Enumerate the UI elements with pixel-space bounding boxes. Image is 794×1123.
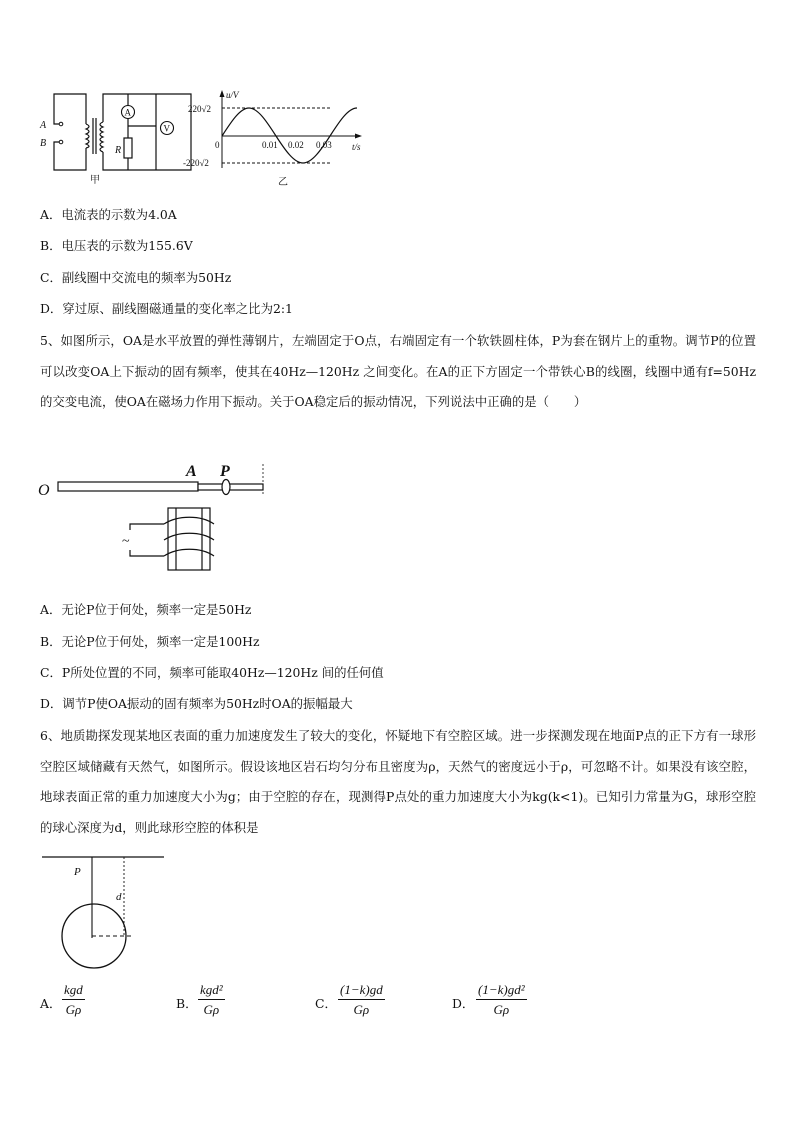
y-min-label: -220√2	[183, 158, 209, 168]
q6-option-d-formula	[476, 982, 527, 1018]
denominator: Gρ	[493, 1002, 510, 1017]
resistor-label: R	[115, 145, 122, 156]
q5-option-a: A．无论P位于何处，频率一定是50Hz	[40, 602, 252, 617]
q6-option-c-letter: C．	[315, 996, 337, 1011]
figure-jia-caption: 甲	[90, 175, 100, 186]
q6-option-b-formula	[198, 982, 225, 1018]
q5-stem: 5、如图所示，OA是水平放置的弹性薄钢片，左端固定于O点，右端固定有一个软铁圆柱体，P为套在钢片上的重物。调节P的位置可以改变OA上下振动的固有频率，使其在40Hz—120Hz 之间变化。在A的正下方固定一个带铁心B的线圈，线圈中通有f=50Hz 的交变电流，使OA在磁场力作用下振动。关于OA稳定后的振动情况，下列说法中正确的是（ ）	[40, 333, 756, 409]
q4-option-b: B．电压表的示数为155.6V	[40, 238, 193, 253]
y-max-label: 220√2	[188, 104, 211, 114]
denominator: Gρ	[353, 1002, 370, 1017]
x-tick-label: 0.03	[316, 140, 332, 150]
terminal-b-label: B	[40, 138, 47, 149]
q4-option-a: A．电流表的示数为4.0A	[40, 207, 177, 222]
vibrating-reed-figure	[36, 458, 276, 578]
point-a-label: A	[186, 463, 197, 480]
origin-label: 0	[215, 140, 220, 150]
numerator: (1−k)gd	[338, 982, 385, 1000]
depth-d-label: d	[116, 891, 122, 903]
figure-yi-caption: 乙	[278, 177, 288, 188]
point-p-label: P	[220, 463, 230, 480]
q6-stem: 6、地质勘探发现某地区表面的重力加速度发生了较大的变化，怀疑地下有空腔区域。进一步探测发现在地面P点的正下方有一球形空腔区域储藏有天然气，如图所示。假设该地区岩石均匀分布且密度为ρ，天然气的密度远小于ρ，可忽略不计。如果没有该空腔，地球表面正常的重力加速度大小为g；由于空腔的存在，现测得P点处的重力加速度大小为kg(k<1)。已知引力常量为G，球形空腔的球心深度为d，则此球形空腔的体积是	[40, 728, 756, 835]
point-p-label: P	[74, 866, 81, 878]
x-axis-label: t/s	[352, 142, 361, 152]
q6-option-b-letter: B．	[176, 996, 198, 1011]
q5-option-b: B．无论P位于何处，频率一定是100Hz	[40, 634, 260, 649]
denominator: Gρ	[65, 1002, 82, 1017]
q5-option-d: D．调节P使OA振动的固有频率为50Hz时OA的振幅最大	[40, 696, 353, 711]
q6-option-a-letter: A．	[40, 996, 62, 1011]
q5-option-c: C．P所处位置的不同，频率可能取40Hz—120Hz 间的任何值	[40, 665, 384, 680]
transformer-circuit-figure	[36, 86, 196, 186]
point-o-label: O	[38, 482, 50, 499]
voltage-waveform-figure	[180, 88, 370, 188]
spherical-cavity-figure	[40, 850, 170, 970]
numerator: (1−k)gd²	[476, 982, 527, 1000]
q4-option-d: D．穿过原、副线圈磁通量的变化率之比为2:1	[40, 301, 293, 316]
q6-option-c-formula	[338, 982, 385, 1018]
numerator: kgd	[62, 982, 85, 1000]
y-axis-label: u/V	[226, 90, 239, 100]
x-tick-label: 0.02	[288, 140, 304, 150]
q6-option-d-letter: D．	[452, 996, 475, 1011]
x-tick-label: 0.01	[262, 140, 278, 150]
ac-source-symbol: ~	[122, 534, 130, 549]
ammeter-label: A	[124, 107, 131, 118]
q4-option-c: C．副线圈中交流电的频率为50Hz	[40, 270, 232, 285]
q6-option-a-formula	[62, 982, 85, 1018]
numerator: kgd²	[198, 982, 225, 1000]
denominator: Gρ	[203, 1002, 220, 1017]
voltmeter-label: V	[163, 123, 170, 134]
terminal-a-label: A	[40, 120, 47, 131]
